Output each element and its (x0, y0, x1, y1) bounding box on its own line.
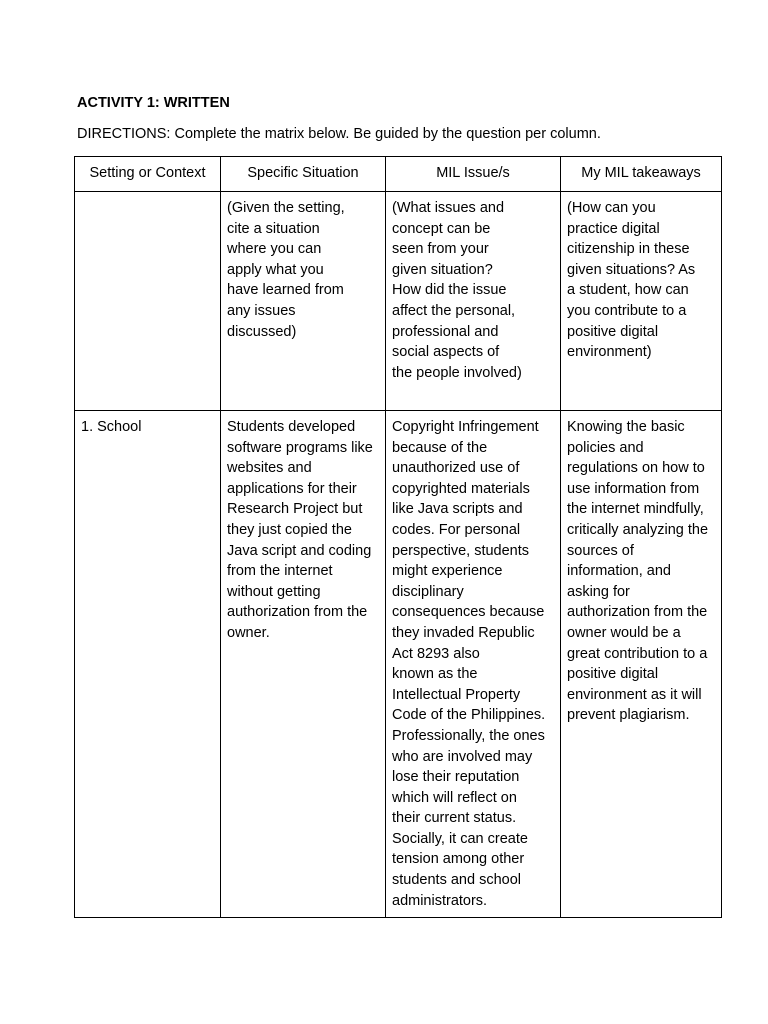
activity-title: ACTIVITY 1: WRITTEN (77, 95, 230, 111)
header-issues: MIL Issue/s (386, 157, 561, 192)
mil-matrix-table (74, 156, 722, 918)
row-takeaways: Knowing the basic policies and regulations on how to use information from the internet mindfully, critically analyzing the sources of information, and asking for authorization from the owner would be a great contribution to a positive digital environment as it will prevent plagiarism. (561, 411, 722, 918)
row-setting: 1. School (75, 411, 221, 918)
row-issues: Copyright Infringement because of the unauthorized use of copyrighted materials like Java scripts and codes. For personal perspective, students might experience disciplinary consequences because they invaded Republic Act 8293 also known as the Intellectual Property Code of the Philippines. Professionally, the ones who are involved may lose their reputation which will reflect on their current status. Socially, it can create tension among other students and school administrators. (386, 411, 561, 918)
header-setting: Setting or Context (75, 157, 221, 192)
row-situation: Students developed software programs like websites and applications for their Research Project but they just copied the Java script and coding from the internet without getting authorization from the owner. (221, 411, 386, 918)
header-situation: Specific Situation (221, 157, 386, 192)
guide-takeaways: (How can you practice digital citizenship in these given situations? As a student, how can you contribute to a positive digital environment) (561, 192, 722, 411)
table-header-row (75, 157, 722, 192)
guide-question-row (75, 192, 722, 411)
guide-issues: (What issues and concept can be seen from your given situation? How did the issue affect the personal, professional and social aspects of the people involved) (386, 192, 561, 411)
header-takeaways: My MIL takeaways (561, 157, 722, 192)
directions-text: DIRECTIONS: Complete the matrix below. Be guided by the question per column. (77, 126, 601, 142)
table-row (75, 411, 722, 918)
guide-situation: (Given the setting, cite a situation where you can apply what you have learned from any issues discussed) (221, 192, 386, 411)
guide-setting (75, 192, 221, 411)
